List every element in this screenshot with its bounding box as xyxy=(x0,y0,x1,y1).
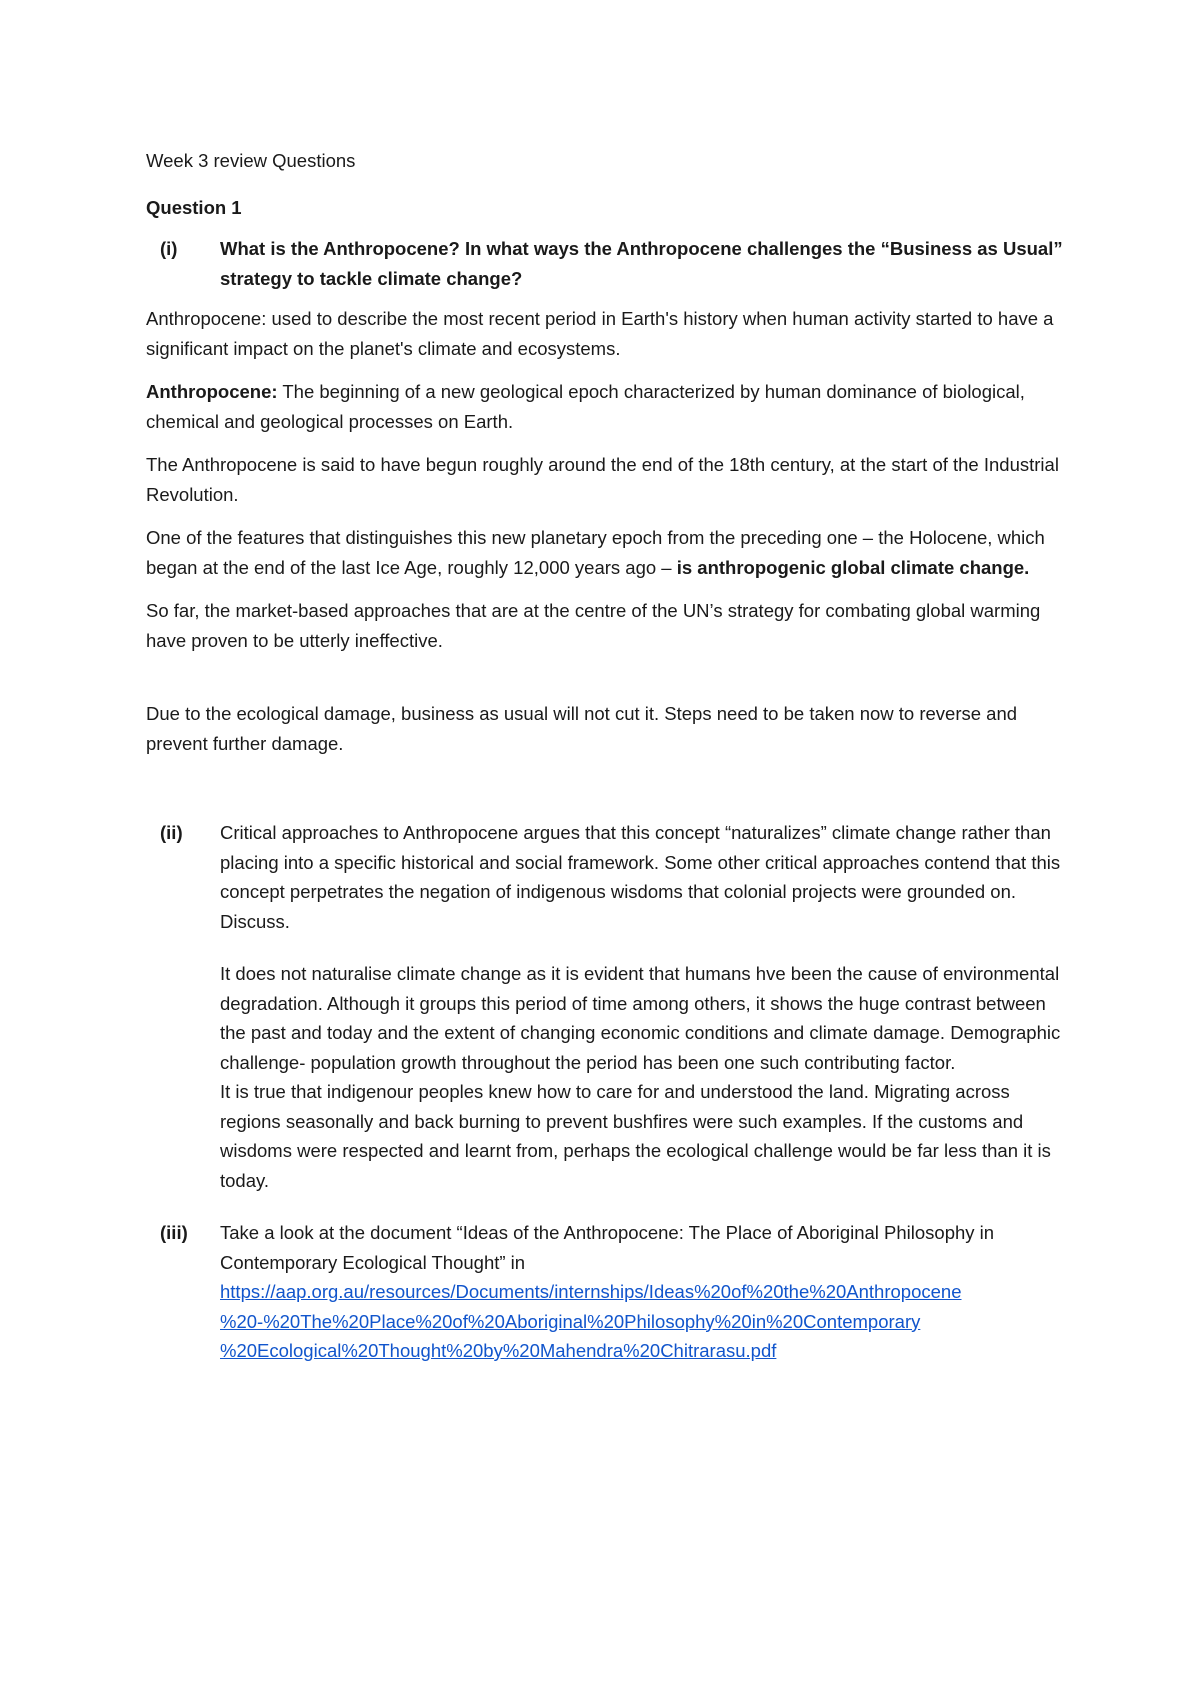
anthropocene-definition: The beginning of a new geological epoch characterized by human dominance of biological, chemical and geological processes on Earth. xyxy=(146,381,1025,432)
document-link-line-3[interactable]: %20Ecological%20Thought%20by%20Mahendra%20Chitrarasu.pdf xyxy=(220,1340,777,1361)
sub-question-2-number: (ii) xyxy=(160,822,183,843)
answer-1-paragraph-6: Due to the ecological damage, business as usual will not cut it. Steps need to be taken now to reverse and prevent further damage. xyxy=(146,703,1018,754)
sub-question-1-number: (i) xyxy=(160,238,178,259)
document-page xyxy=(146,146,1066,1366)
holocene-text: One of the features that distinguishes this new planetary epoch from the preceding one – the Holocene, which began at the end of the last Ice Age, roughly 12,000 years ago – xyxy=(146,527,1045,578)
sub-question-3 xyxy=(146,1218,1066,1366)
document-link[interactable] xyxy=(220,1281,962,1361)
question-heading: Question 1 xyxy=(146,196,242,218)
sub-question-2-text: Critical approaches to Anthropocene argues that this concept “naturalizes” climate change rather than placing into a specific historical and social framework. Some other critical approaches contend that this concept perpetrates the negation of indigenous wisdoms that colonial projects were grounded on. Discuss. xyxy=(220,822,1061,932)
answer-2-paragraph-2: It is true that indigenour peoples knew how to care for and understood the land. Migrating across regions seasonally and back burning to prevent bushfires were such examples. If the customs and wisdoms were respected and learnt from, perhaps the ecological challenge would be far less than it is today. xyxy=(220,1081,1051,1191)
answer-1-paragraph-5: So far, the market-based approaches that are at the centre of the UN’s strategy for combating global warming have proven to be utterly ineffective. xyxy=(146,600,1041,651)
answer-2-paragraph-1: It does not naturalise climate change as it is evident that humans hve been the cause of environmental degradation. Although it groups this period of time among others, it shows the huge contrast between the past and today and the extent of changing economic conditions and climate damage. Demographic challenge- population growth throughout the period has been one such contributing factor. xyxy=(220,963,1061,1073)
sub-question-2 xyxy=(146,818,1066,936)
answer-1-paragraph-2 xyxy=(146,377,1066,436)
document-link-line-2[interactable]: %20-%20The%20Place%20of%20Aboriginal%20Philosophy%20in%20Contemporary xyxy=(220,1310,921,1332)
document-title: Week 3 review Questions xyxy=(146,150,356,171)
answer-2 xyxy=(146,959,1066,1195)
document-link-line-1[interactable]: https://aap.org.au/resources/Documents/internships/Ideas%20of%20the%20Anthropocene xyxy=(220,1281,962,1302)
answer-1-paragraph-3: The Anthropocene is said to have begun roughly around the end of the 18th century, at the start of the Industrial Revolution. xyxy=(146,454,1059,505)
sub-question-3-number: (iii) xyxy=(160,1222,188,1243)
sub-question-1 xyxy=(146,234,1066,293)
sub-question-3-text: Take a look at the document “Ideas of the Anthropocene: The Place of Aboriginal Philosophy in Contemporary Ecological Thought” in xyxy=(220,1222,995,1273)
anthropocene-label: Anthropocene: xyxy=(146,381,278,402)
answer-1-paragraph-1: Anthropocene: used to describe the most recent period in Earth's history when human activity started to have a significant impact on the planet's climate and ecosystems. xyxy=(146,308,1054,359)
sub-question-1-text: What is the Anthropocene? In what ways the Anthropocene challenges the “Business as Usual” strategy to tackle climate change? xyxy=(220,238,1063,289)
climate-change-emphasis: is anthropogenic global climate change. xyxy=(676,556,1030,578)
answer-1-paragraph-4 xyxy=(146,523,1066,582)
